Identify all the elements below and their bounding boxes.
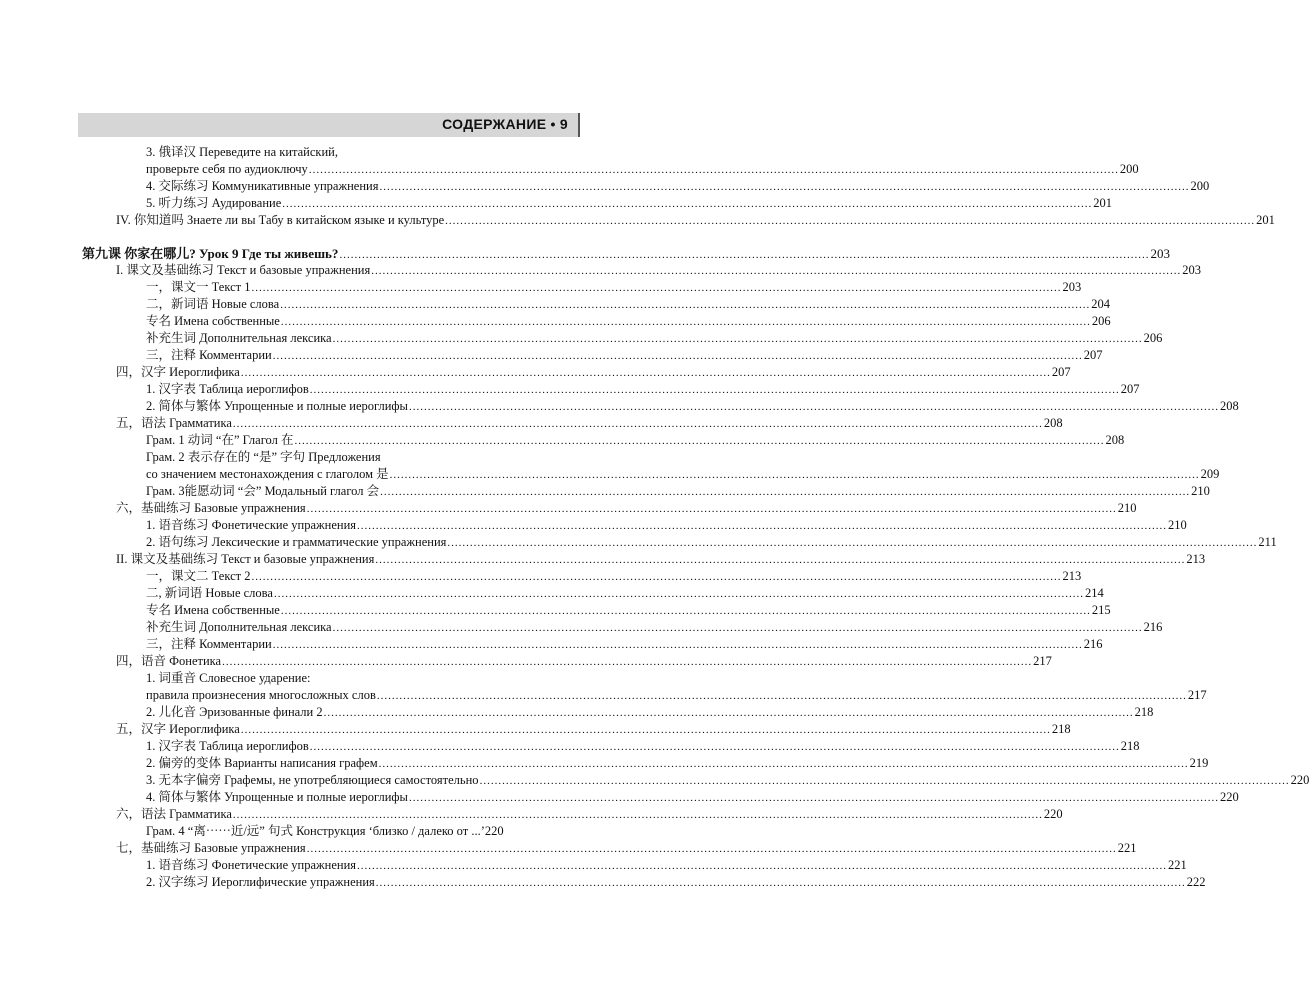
toc-entry-page: 203 <box>1062 280 1082 294</box>
toc-entry <box>146 449 576 466</box>
toc-entry-page: 220 <box>1043 807 1063 821</box>
toc-entry-text: II. 课文及基础练习 Текст и базовые упражнения <box>116 552 375 566</box>
toc-entry-page: 201 <box>1093 196 1113 210</box>
toc-entry-text: 二, 新词语 Новые слова <box>146 586 273 600</box>
toc-entry-page: 221 <box>1168 858 1187 872</box>
toc-entry-text: 三，注释 Комментарии <box>146 348 272 362</box>
toc-entry-page: 220 <box>484 824 504 838</box>
toc-entry-page: 216 <box>1083 637 1103 651</box>
toc-entry-text: Грам. 1 动词 “在” Глагол 在 <box>146 433 294 447</box>
toc-entry <box>116 500 1137 517</box>
toc-entry <box>146 313 1111 330</box>
toc-entry-text: 2. 儿化音 Эризованные финали 2 <box>146 705 323 719</box>
toc-entry-text: 七，基础练习 Базовые упражнения <box>116 841 306 855</box>
toc-entry-page: 210 <box>1168 518 1187 532</box>
toc-entry <box>116 262 1201 279</box>
toc-entry-text: 2. 偏旁的变体 Варианты написания графем <box>146 756 378 770</box>
toc-entry <box>116 653 1052 670</box>
toc-entry-text: Грам. 4 “离⋯⋯近/远” 句式 Конструкция ‘близко / далеко от ...’ <box>146 824 485 838</box>
toc-entry-text: 1. 词重音 Словесное ударение: <box>146 671 311 685</box>
toc-entry-text: 5. 听力练习 Аудирование <box>146 196 282 210</box>
toc-entry <box>146 704 1154 721</box>
toc-entry <box>146 347 1103 364</box>
toc-entry-page: 221 <box>1117 841 1137 855</box>
toc-entry-text: 第九课 你家在哪儿? Урок 9 Где ты живешь? <box>82 246 339 261</box>
toc-entry <box>146 823 576 840</box>
toc-entry-text: 补充生词 Дополнительная лексика <box>146 331 332 345</box>
toc-entry <box>146 517 1187 534</box>
toc-entry <box>146 874 1206 891</box>
toc-entry-text: 一，课文二 Текст 2 <box>146 569 251 583</box>
toc-entry-page: 207 <box>1083 348 1103 362</box>
toc-entry-text: 2. 汉字练习 Иероглифические упражнения <box>146 875 375 889</box>
toc-entry-page: 210 <box>1191 484 1210 498</box>
toc-entry-text: 4. 简体与繁体 Упрощенные и полные иероглифы <box>146 790 408 804</box>
toc-entry-page: 208 <box>1219 399 1239 413</box>
toc-entry-text: 四，语音 Фонетика <box>116 654 222 668</box>
toc-entry-text: 1. 汉字表 Таблица иероглифов <box>146 382 309 396</box>
toc-entry <box>116 364 1071 381</box>
toc-entry-page: 208 <box>1105 433 1125 447</box>
toc-entry <box>146 161 1139 178</box>
toc-entry-text: со значением местонахождения с глаголом 是 <box>146 467 389 481</box>
toc-entry-text: 三，注释 Комментарии <box>146 637 272 651</box>
toc-entry-text: I. 课文及基础练习 Текст и базовые упражнения <box>116 263 371 277</box>
toc-entry-text: 专名 Имена собственные <box>146 603 280 617</box>
toc-entry <box>146 772 1309 789</box>
toc-entry-page: 211 <box>1258 535 1277 549</box>
toc-entry <box>116 212 1275 229</box>
toc-entry <box>116 721 1071 738</box>
toc-entry <box>146 585 1104 602</box>
toc-entry-text: правила произнесения многосложных слов <box>146 688 376 702</box>
toc-entry-text: IV. 你知道吗 Знаете ли вы Табу в китайском языке и культуре <box>116 213 445 227</box>
toc-entry-page: 218 <box>1134 705 1154 719</box>
toc-entry-page: 210 <box>1117 501 1137 515</box>
toc-entry-page: 206 <box>1143 331 1163 345</box>
toc-entry-text: 专名 Имена собственные <box>146 314 280 328</box>
toc-entry-page: 200 <box>1190 179 1210 193</box>
toc-entry <box>146 144 576 161</box>
toc-entry-page: 207 <box>1120 382 1140 396</box>
toc-entry <box>146 857 1187 874</box>
toc-entry-text: 2. 简体与繁体 Упрощенные и полные иероглифы <box>146 399 408 413</box>
toc-entry <box>146 670 576 687</box>
toc-entry-text: 六，语法 Грамматика <box>116 807 232 821</box>
toc-entry <box>116 840 1137 857</box>
toc-entry-text: 1. 语音练习 Фонетические упражнения <box>146 518 357 532</box>
toc-entry-text: Грам. 3能愿动词 “会” Модальный глагол 会 <box>146 484 380 498</box>
toc-entry-page: 220 <box>1290 773 1309 787</box>
toc-entry <box>146 432 1125 449</box>
toc-entry-page: 218 <box>1051 722 1071 736</box>
toc-entry-page: 206 <box>1091 314 1111 328</box>
toc-entry <box>146 755 1209 772</box>
toc-entry-text: 4. 交际练习 Коммуникативные упражнения <box>146 179 379 193</box>
toc-entry-page: 218 <box>1120 739 1140 753</box>
toc-entry-page: 215 <box>1091 603 1111 617</box>
toc-entry-text: 2. 语句练习 Лексические и грамматические упражнения <box>146 535 447 549</box>
toc-entry-page: 207 <box>1051 365 1071 379</box>
toc-entry <box>146 687 1207 704</box>
toc-entry-text: Грам. 2 表示存在的 “是” 字句 Предложения <box>146 450 381 464</box>
toc-entry <box>146 619 1163 636</box>
toc-entry-page: 203 <box>1150 246 1170 261</box>
page-header-title: СОДЕРЖАНИЕ • 9 <box>442 116 568 132</box>
toc-entry-page: 213 <box>1186 552 1206 566</box>
toc-entry-page: 220 <box>1219 790 1239 804</box>
toc-entry-text: 一，课文一 Текст 1 <box>146 280 251 294</box>
toc-entry-text: 六，基础练习 Базовые упражнения <box>116 501 306 515</box>
toc-entry <box>146 602 1111 619</box>
toc-entry-page: 204 <box>1091 297 1110 311</box>
toc-entry <box>146 738 1140 755</box>
toc-entry <box>146 636 1103 653</box>
toc-entry-page: 200 <box>1119 162 1139 176</box>
toc-entry-page: 201 <box>1256 213 1275 227</box>
toc-entry-text: 五，语法 Грамматика <box>116 416 232 430</box>
toc-entry <box>146 483 1210 500</box>
toc-entry-text: 1. 汉字表 Таблица иероглифов <box>146 739 309 753</box>
toc-entry-page: 217 <box>1187 688 1207 702</box>
toc-entry-text: 3. 俄译汉 Переведите на китайский, <box>146 145 338 159</box>
toc-entry-text: 二，新词语 Новые слова <box>146 297 280 311</box>
toc-entry-text: 五，汉字 Иероглифика <box>116 722 240 736</box>
toc-entry-page: 203 <box>1182 263 1201 277</box>
toc-entry <box>146 195 1113 212</box>
toc-entry-page: 222 <box>1186 875 1206 889</box>
toc-entry-text: проверьте себя по аудиоключу <box>146 162 308 176</box>
toc-entry <box>146 296 1110 313</box>
toc-entry <box>146 279 1082 296</box>
toc-entry <box>146 178 1210 195</box>
toc-entry <box>116 415 1063 432</box>
toc-entry <box>116 551 1206 568</box>
toc-entry-page: 209 <box>1200 467 1220 481</box>
toc-entry-page: 214 <box>1084 586 1104 600</box>
toc-entry-page: 208 <box>1043 416 1063 430</box>
toc-entry <box>146 789 1239 806</box>
toc-entry-page: 213 <box>1062 569 1082 583</box>
toc-lesson-heading <box>82 245 1170 262</box>
toc-entry <box>116 806 1063 823</box>
toc-entry-page: 216 <box>1143 620 1163 634</box>
toc-entry-text: 1. 语音练习 Фонетические упражнения <box>146 858 357 872</box>
toc-entry-text: 3. 无本字偏旁 Графемы, не употребляющиеся самостоятельно <box>146 773 479 787</box>
toc-entry <box>146 568 1082 585</box>
toc-entry-text: 补充生词 Дополнительная лексика <box>146 620 332 634</box>
toc-entry-page: 217 <box>1033 654 1052 668</box>
toc-entry <box>146 330 1163 347</box>
toc-entry <box>146 466 1220 483</box>
toc-entry <box>146 398 1239 415</box>
toc-entry <box>146 381 1140 398</box>
toc-entry-page: 219 <box>1189 756 1209 770</box>
toc-entry <box>146 534 1277 551</box>
toc-entry-text: 四，汉字 Иероглифика <box>116 365 240 379</box>
